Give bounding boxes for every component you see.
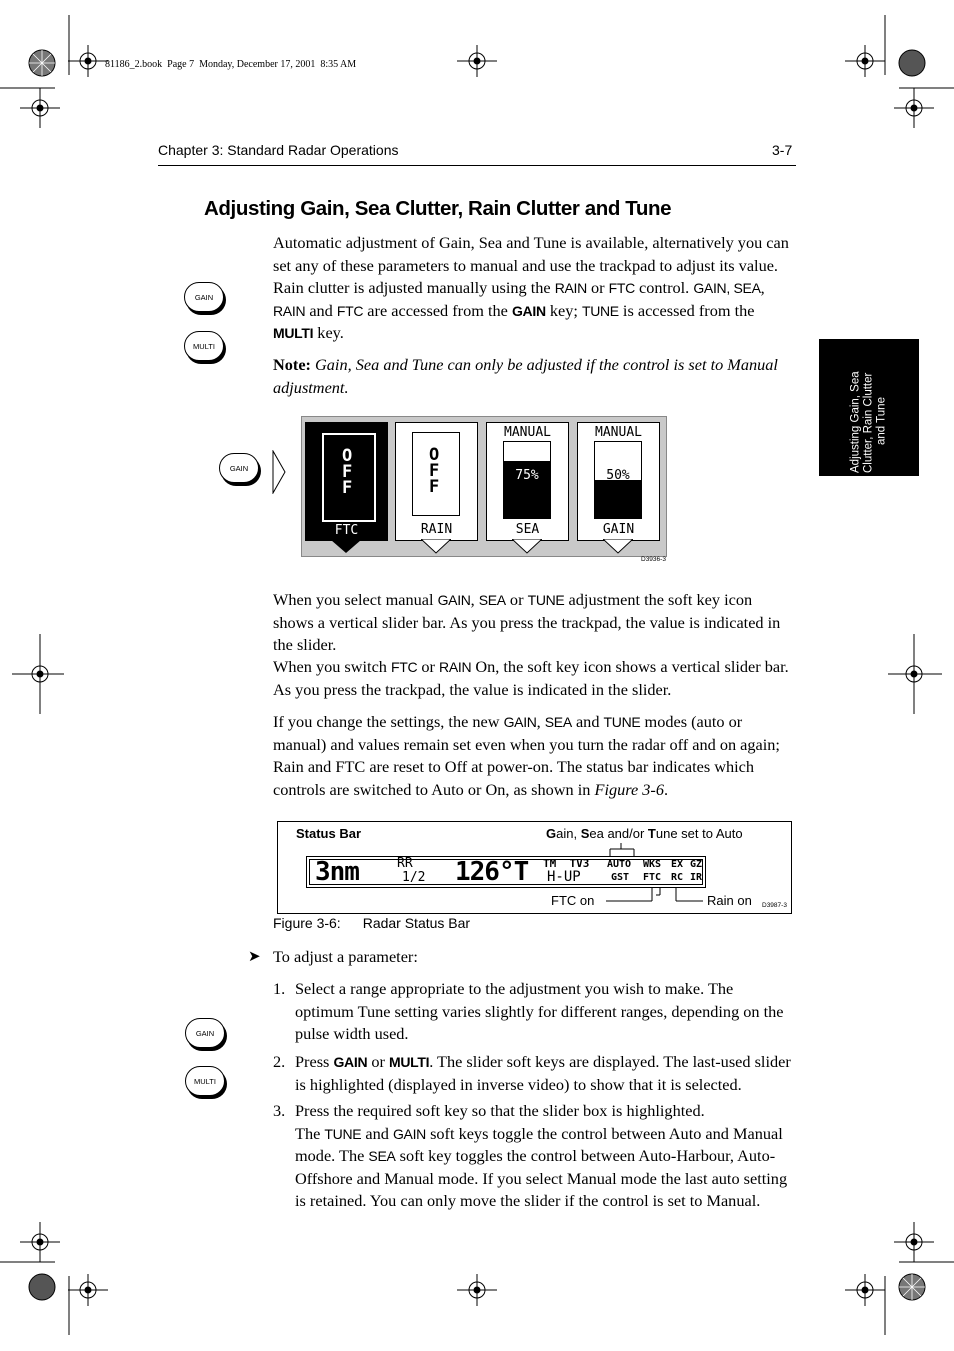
softkey-pointer-arrow: [272, 450, 286, 494]
status-bar-figure: [277, 821, 792, 914]
status-display: [306, 856, 706, 888]
softkey-gain-mode: MANUAL: [595, 425, 642, 440]
registration-mark: [890, 1222, 942, 1262]
softkey-gain-value: 50%: [606, 468, 630, 483]
rc-indicator: RC: [671, 872, 684, 883]
softkey-ftc-label: FTC: [334, 523, 359, 538]
registration-mark: [64, 1274, 112, 1306]
multi-key-icon: MULTI: [184, 331, 224, 361]
star-target-mark: [897, 48, 927, 78]
softkey-ftc: [305, 422, 388, 541]
gst-indicator: GST: [611, 872, 630, 883]
figure-ref-code: D3936-3: [641, 556, 666, 563]
section-title: Adjusting Gain, Sea Clutter, Rain Clutter and Tune: [204, 197, 672, 220]
step-1-number: 1.: [273, 979, 286, 998]
paragraph-settings-retained: If you change the settings, the new GAIN, SEA and TUNE modes (auto or manual) and values remain set even when you turn the radar off and on again; Rain and FTC are reset to Off at power-on. The status bar indicates which controls are switched to Auto or On, as shown in Figure 3-6.: [273, 712, 780, 799]
status-figure-ref-code: D3987-3: [762, 902, 787, 909]
softkey-sea-label: SEA: [515, 522, 540, 537]
print-slug: 81186_2.book Page 7 Monday, December 17, 2001 8:35 AM: [105, 59, 357, 70]
gain-key-icon: GAIN: [219, 453, 259, 483]
ftc-rain-callout-lines: [598, 888, 708, 908]
step-3-text: Press the required soft key so that the slider box is highlighted. The TUNE and GAIN soft keys toggle the control between Auto and Manual mode. The SEA soft key toggles the control between Auto-Harbour, Auto-Offshore and Manual mode. If you select Manual mode the last auto setting is retained. You can only move the slider if the control is set to Manual.: [295, 1101, 788, 1210]
rings-label: RR: [397, 856, 413, 871]
figure-reference-link[interactable]: Figure 3-6: [594, 779, 664, 799]
auto-indicator: AUTO: [607, 859, 632, 870]
softkey-gain-label: GAIN: [602, 522, 635, 537]
chapter-header: Chapter 3: Standard Radar Operations: [158, 142, 399, 158]
note-paragraph: Note: Gain, Sea and Tune can only be adjusted if the control is set to Manual adjustment.: [273, 355, 778, 397]
softkey-sea: [486, 422, 569, 541]
motion-mode: TM TV3: [543, 857, 590, 870]
auto-callout: Gain, Sea and/or Tune set to Auto: [546, 826, 743, 841]
side-tab: [819, 339, 919, 476]
procedure-intro: To adjust a parameter:: [273, 947, 418, 966]
header-rule: [158, 165, 796, 166]
procedure-arrow-icon: ➤: [248, 949, 261, 965]
wks-indicator: WKS: [643, 859, 662, 870]
softkey-gain-slider: [594, 441, 642, 519]
page-number: 3-7: [772, 142, 793, 158]
figure-caption: Figure 3-6: Radar Status Bar: [273, 915, 471, 931]
range-readout: 3nm: [315, 857, 359, 887]
step-1-text: Select a range appropriate to the adjustment you wish to make. The optimum Tune setting varies slightly for different ranges, depending on the pulse width used.: [295, 979, 784, 1043]
orientation-mode: H-UP: [547, 869, 581, 885]
registration-mark: [12, 1222, 64, 1262]
softkey-rain-pointer: [421, 539, 451, 554]
gain-key-icon: GAIN: [185, 1018, 225, 1048]
softkey-sea-value: 75%: [515, 468, 539, 483]
intro-paragraph: Automatic adjustment of Gain, Sea and Tune is available, alternatively you can set any of these parameters to manual and use the trackpad to adjust its value. Rain clutter is adjusted manually using the RAIN or FTC control. GAIN, SEA, RAIN and FTC are accessed from the GAIN key; TUNE is accessed from the MULTI key.: [273, 233, 789, 342]
side-tab-text: Adjusting Gain, Sea Clutter, Rain Clutter and Tune: [849, 371, 888, 473]
softkey-ftc-value: OFF: [342, 446, 353, 498]
softkey-rain: [395, 422, 478, 541]
registration-mark: [453, 1274, 501, 1306]
heading-readout: 126°T: [455, 857, 529, 887]
softkey-ftc-pointer: [331, 540, 361, 554]
registration-mark: [841, 45, 889, 77]
auto-callout-bracket: [608, 843, 638, 857]
softkey-sea-pointer: [512, 539, 542, 554]
gz-indicator: GZ: [690, 859, 703, 870]
star-target-mark: [27, 48, 57, 78]
step-2-number: 2.: [273, 1052, 286, 1071]
softkey-rain-label: RAIN: [420, 522, 453, 537]
ir-indicator: IR: [690, 872, 703, 883]
gain-key-icon: GAIN: [184, 282, 224, 312]
paragraph-ftc-rain: When you switch FTC or RAIN On, the soft key icon shows a vertical slider bar. As you press the trackpad, the value is indicated in the slider.: [273, 657, 789, 699]
ftc-on-label: FTC on: [551, 893, 595, 908]
step-2-text: Press GAIN or MULTI. The slider soft keys are displayed. The last-used slider is highlighted (displayed in inverse video) to show that it is selected.: [295, 1052, 791, 1094]
registration-mark: [890, 88, 942, 128]
star-target-mark: [27, 1272, 57, 1302]
softkey-gain-fill: [595, 480, 641, 518]
ftc-indicator: FTC: [643, 872, 662, 883]
star-target-mark: [897, 1272, 927, 1302]
status-bar-label: Status Bar: [296, 826, 362, 841]
softkey-gain-pointer: [603, 539, 633, 554]
softkey-figure: [301, 416, 667, 563]
softkey-rain-value: OFF: [429, 445, 440, 497]
step-3-number: 3.: [273, 1101, 286, 1120]
softkey-sea-slider: [503, 441, 551, 519]
registration-mark: [888, 634, 942, 714]
rain-on-label: Rain on: [707, 893, 752, 908]
multi-key-icon: MULTI: [185, 1066, 225, 1096]
registration-mark: [12, 634, 64, 714]
registration-mark: [453, 45, 501, 77]
paragraph-manual-slider: When you select manual GAIN, SEA or TUNE adjustment the soft key icon shows a vertical slider bar. As you press the trackpad, the value is indicated in the slider.: [273, 590, 781, 654]
rings-value: 1/2: [402, 870, 426, 885]
registration-mark: [12, 88, 64, 128]
registration-mark: [841, 1274, 889, 1306]
ex-indicator: EX: [671, 859, 684, 870]
softkey-sea-mode: MANUAL: [504, 425, 551, 440]
softkey-gain: [577, 422, 660, 541]
